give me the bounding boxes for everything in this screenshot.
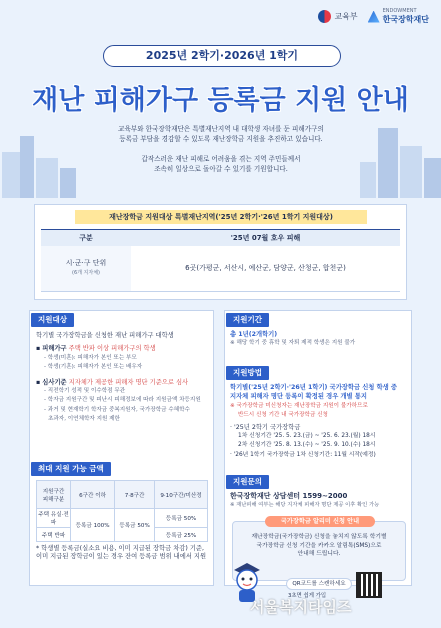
amount-head-c2: 7·8구간 <box>115 481 155 509</box>
intro-p1-line2: 등록금 부담을 경감할 수 있도록 재난장학금 지원을 추진하고 있습니다. <box>119 135 323 143</box>
target-intro: 학기별 국가장학금을 신청한 재난 피해가구 대학생 <box>36 332 174 339</box>
kosaf-icon <box>368 11 380 23</box>
target-item2-sub1: - 직전학기 성적 및 이수학점 무관 <box>44 388 126 395</box>
moe-name: 교육부 <box>334 12 358 21</box>
kosaf-sub: ENDOWMENT <box>382 8 417 14</box>
taegeuk-icon <box>318 10 331 23</box>
period-title: 지원기간 <box>226 313 269 327</box>
amount-head-c3: 9·10구간/미산정 <box>155 481 208 509</box>
amount-head-c1: 6구간 이하 <box>71 481 115 509</box>
semester-pill: 2025년 2학기·2026년 1학기 <box>103 45 341 67</box>
method-title: 지원방법 <box>226 366 269 380</box>
watermark: 서울복지타임즈 <box>250 598 352 616</box>
target-item2-text: 지자체가 제공한 피해자 명단 기준으로 심사 <box>68 378 189 386</box>
region-areas: 6곳(가평군, 서산시, 예산군, 담양군, 산청군, 합천군) <box>131 246 400 292</box>
method-bullet1-a: 1차 신청기간 '25. 5. 23.(금) ~ '25. 6. 23.(월) 18시 <box>238 433 376 440</box>
region-col-gubun: 구분 <box>41 230 131 246</box>
contact-note: ※ 재난피해 여부는 해당 지자체 피해자 명단 제공 이후 확인 가능 <box>230 502 380 509</box>
table-row <box>41 246 400 292</box>
target-item2-sub4: 초과자, 이연체학자 지원 제한 <box>48 416 120 423</box>
target-item1-sub1: - 학생(미혼): 피해자가 본인 또는 부모 <box>44 354 137 361</box>
qr-sub: 3초면 쉽게 가입 <box>288 593 327 599</box>
method-note1: ※ 국가장학금 미신청자는 재난장학금 지원이 불가하므로 <box>230 402 368 409</box>
region-unit-label: 시·군·구 단위 <box>65 258 107 267</box>
target-item2-head: 심사기준 <box>42 378 67 386</box>
target-item2-sub2: - 학자금 지원구간 및 피난시 피해정보에 따라 지원금액 차등지원 <box>44 397 201 404</box>
target-item2-sub3: - 과거 및 현재학기 학자금 중복지원자, 국가장학금 수혜학수 <box>44 406 190 413</box>
amount-head-range: 지원구간 <box>42 488 65 495</box>
alert-tag: 국가장학금 알리미 신청 안내 <box>265 516 375 527</box>
target-title: 지원대상 <box>31 313 74 327</box>
method-section <box>230 383 410 460</box>
page-title: 재난 피해가구 등록금 지원 안내 <box>32 85 409 116</box>
amount-table <box>36 480 208 542</box>
moe-logo <box>318 10 357 23</box>
amount-row1-label: 주택 유실·전파 <box>37 509 71 528</box>
qr-label: QR코드를 스캔하세요 <box>286 578 352 590</box>
intro-p2-line2: 조속히 일상으로 돌아갈 수 있기를 기원합니다. <box>154 165 288 173</box>
intro-text <box>95 124 347 174</box>
period-note: ※ 해당 학기 중 휴학 및 자퇴 제적 학생은 지원 불가 <box>230 340 356 347</box>
period-text: 총 1년(2개학기) <box>230 331 278 338</box>
target-item1-sub2: - 학생(기혼): 피해자가 본인 또는 배우자 <box>44 364 143 371</box>
amount-head-gubun-label: 피해구분 <box>42 496 65 503</box>
amount-row1-c2: 등록금 50% <box>115 509 155 542</box>
method-bullet1: · '25년 2학기 국가장학금 <box>230 423 301 431</box>
target-item1-head: 피해가구 <box>42 345 67 353</box>
region-heading: 재난장학금 지원대상 특별재난지역('25년 2학기·'26년 1학기 지원대상) <box>75 210 367 224</box>
amount-row1-c1: 등록금 100% <box>71 509 115 542</box>
target-item1-text: 주택 반파 이상 피해가구의 학생 <box>68 345 156 353</box>
qr-code[interactable] <box>356 572 382 598</box>
contact-title: 지원문의 <box>226 475 269 489</box>
method-line1: 학기별('25년 2학기·'26년 1학기) 국가장학금 신청 학생 중 <box>230 384 398 391</box>
kosaf-logo <box>368 8 429 25</box>
method-bullet2: · '26년 1학기 국가장학금 1차 신청기간: 11월 시작(예정) <box>230 451 376 458</box>
alert-line3: 안내해 드립니다. <box>297 551 341 557</box>
kosaf-name: 한국장학재단 <box>382 15 429 24</box>
alert-line1: 재난장학금(국가장학금) 신청을 놓치지 않도록 학기별 <box>251 534 387 540</box>
amount-note: * 학생별 등록금(실소요 비용, 이미 지급된 장학금 차감) 기준, 이미 지급된 장학금이 있는 경우 잔여 등록금 범위 내에서 지원 <box>36 545 207 560</box>
period-section <box>230 330 408 349</box>
region-unit <box>41 246 131 292</box>
contact-text: 한국장학재단 상담센터 1599~2000 <box>230 492 348 500</box>
method-line2: 지자체 피해자 명단 등록이 확정된 경우 개별 통지 <box>230 393 368 401</box>
contact-section <box>230 492 410 511</box>
alert-text <box>236 533 402 559</box>
table-row <box>37 509 208 528</box>
region-unit-sub: (6개 지자체) <box>72 269 100 276</box>
target-section: 학기별 국가장학금을 신청한 재난 피해가구 대학생 ▪ 피해가구 주택 반파 이상 피해가구의 학생 - 학생(미혼): 피해자가 본인 또는 부모 - 학생(기혼): 피해자가 본인 또는 배우자 ▪ 심사기준 지자체가 제공한 피해자 명단 기준으로 심사 - 직전학기 성적 및 이수학점 무관 - 학자금 지원구간 및 피난시 피해정보에 따라 지원금액 차등지원 - 과거 및 현재학기 학자금 중복지원자, 국가장학금 수혜학수 초과자, 이연체학자 지원 제한 <box>36 331 210 425</box>
amount-row2-c3: 등록금 25% <box>155 528 208 542</box>
region-table <box>41 229 400 292</box>
alert-line2: 국가장학금 신청 기간을 카카오 알림톡(SMS)으로 <box>256 542 382 549</box>
intro-p2-line1: 갑작스러운 재난 피해로 어려움을 겪는 지역 주민들께서 <box>141 155 301 163</box>
method-bullet1-b: 2차 신청기간 '25. 8. 13.(수) ~ '25. 9. 10.(수) 18시 <box>238 442 376 449</box>
amount-head-gubun <box>37 481 71 509</box>
method-note2: 반드시 신청 기간 내 국가장학금 신청 <box>238 412 328 419</box>
region-col-damage: '25년 07월 호우 피해 <box>131 230 400 246</box>
amount-title: 최대 지원 가능 금액 <box>31 462 111 476</box>
amount-row2-label: 주택 반파 <box>37 528 71 542</box>
intro-p1-line1: 교육부와 한국장학재단은 특별재난지역 내 대학생 자녀를 둔 피해가구의 <box>118 125 324 133</box>
header-logos <box>318 8 429 25</box>
amount-row1-c3: 등록금 50% <box>155 509 208 528</box>
region-box <box>34 204 407 300</box>
